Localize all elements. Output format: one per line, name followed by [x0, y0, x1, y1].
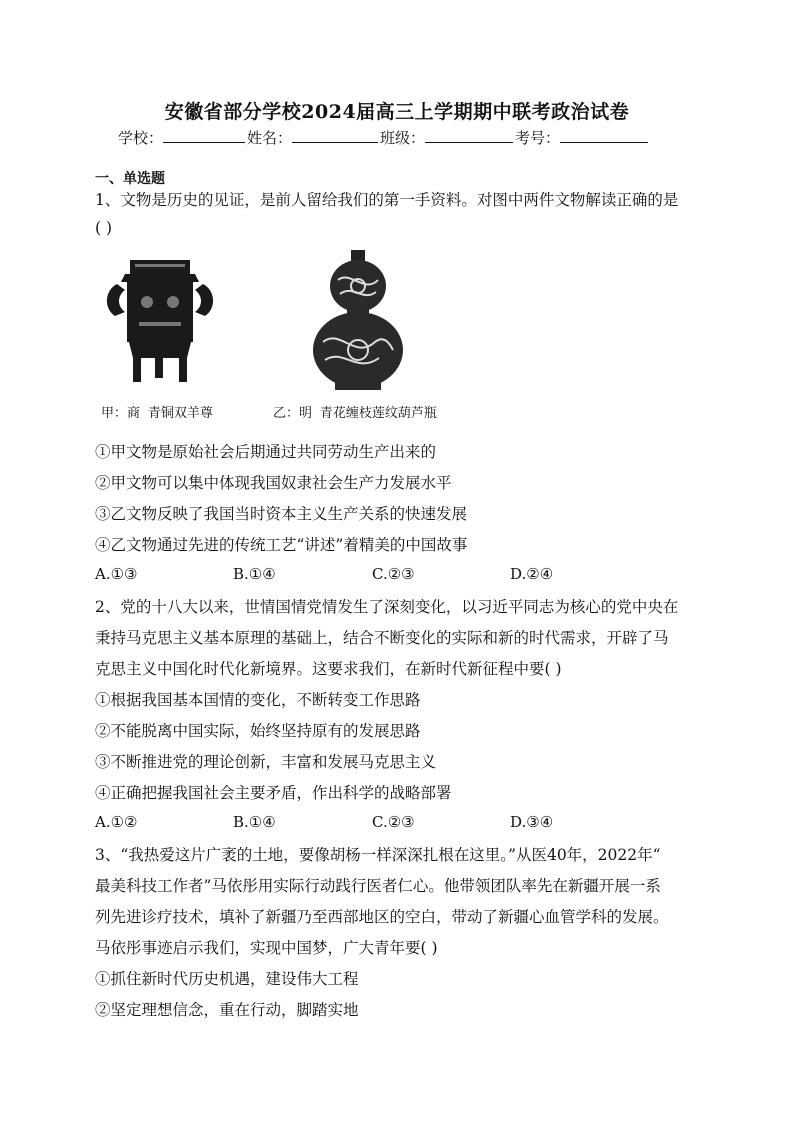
q2-stem-line: 2、党的十八大以来，世情国情党情发生了深刻变化，以习近平同志为核心的党中央在 — [95, 598, 679, 616]
number-blank — [560, 128, 648, 143]
q3-item: ①抓住新时代历史机遇，建设伟大工程 — [95, 970, 359, 988]
q2-option-b[interactable]: B.①④ — [233, 813, 276, 831]
q1-item: ③乙文物反映了我国当时资本主义生产关系的快速发展 — [95, 505, 468, 523]
q1-figure — [95, 250, 455, 425]
gourd-vase-caption: 乙：明 青花缠枝莲纹葫芦瓶 — [273, 406, 437, 421]
name-label: 姓名： — [247, 129, 293, 147]
q2-item: ①根据我国基本国情的变化，不断转变工作思路 — [95, 691, 421, 709]
name-blank — [292, 128, 378, 143]
q2-option-d[interactable]: D.③④ — [510, 813, 554, 831]
q3-stem-line: 3、“我热爱这片广袤的土地，要像胡杨一样深深扎根在这里。”从医40年，2022年“ — [95, 846, 661, 864]
q2-stem-line: 秉持马克思主义基本原理的基础上，结合不断变化的实际和新的时代需求，开辟了马 — [95, 629, 669, 647]
q2-item: ③不断推进党的理论创新，丰富和发展马克思主义 — [95, 753, 437, 771]
section-heading: 一、单选题 — [95, 171, 165, 187]
bronze-vessel-image — [95, 250, 455, 395]
number-label: 考号： — [515, 129, 561, 147]
exam-title: 安徽省部分学校2024届高三上学期期中联考政治试卷 — [164, 101, 630, 123]
class-label: 班级： — [380, 129, 426, 147]
q1-item: ①甲文物是原始社会后期通过共同劳动生产出来的 — [95, 443, 437, 461]
q2-stem-line: 克思主义中国化时代化新境界。这要求我们，在新时代新征程中要( ) — [95, 660, 562, 678]
q3-stem-line: 最美科技工作者”马依彤用实际行动践行医者仁心。他带领团队率先在新疆开展一系 — [95, 877, 661, 895]
q2-option-c[interactable]: C.②③ — [372, 813, 415, 831]
q1-option-c[interactable]: C.②③ — [372, 565, 415, 583]
q1-option-b[interactable]: B.①④ — [233, 565, 276, 583]
q3-item: ②坚定理想信念，重在行动，脚踏实地 — [95, 1001, 359, 1019]
q1-option-d[interactable]: D.②④ — [510, 565, 554, 583]
q3-stem-line: 列先进诊疗技术，填补了新疆乃至西部地区的空白，带动了新疆心血管学科的发展。 — [95, 908, 669, 926]
q1-stem-line: ( ) — [95, 219, 113, 237]
q1-item: ④乙文物通过先进的传统工艺“讲述”着精美的中国故事 — [95, 536, 468, 554]
q1-stem-line: 1、文物是历史的见证，是前人留给我们的第一手资料。对图中两件文物解读正确的是 — [95, 191, 679, 209]
q2-item: ④正确把握我国社会主要矛盾，作出科学的战略部署 — [95, 784, 452, 802]
school-label: 学校： — [118, 129, 164, 147]
q1-item: ②甲文物可以集中体现我国奴隶社会生产力发展水平 — [95, 474, 452, 492]
school-blank — [163, 128, 245, 143]
class-blank — [425, 128, 513, 143]
q2-item: ②不能脱离中国实际，始终坚持原有的发展思路 — [95, 722, 421, 740]
q1-option-a[interactable]: A.①③ — [95, 565, 138, 583]
q3-stem-line: 马依彤事迹启示我们，实现中国梦，广大青年要( ) — [95, 939, 438, 957]
bronze-vessel-caption: 甲：商 青铜双羊尊 — [101, 406, 213, 421]
q2-option-a[interactable]: A.①② — [95, 813, 138, 831]
student-info-row — [118, 127, 650, 148]
